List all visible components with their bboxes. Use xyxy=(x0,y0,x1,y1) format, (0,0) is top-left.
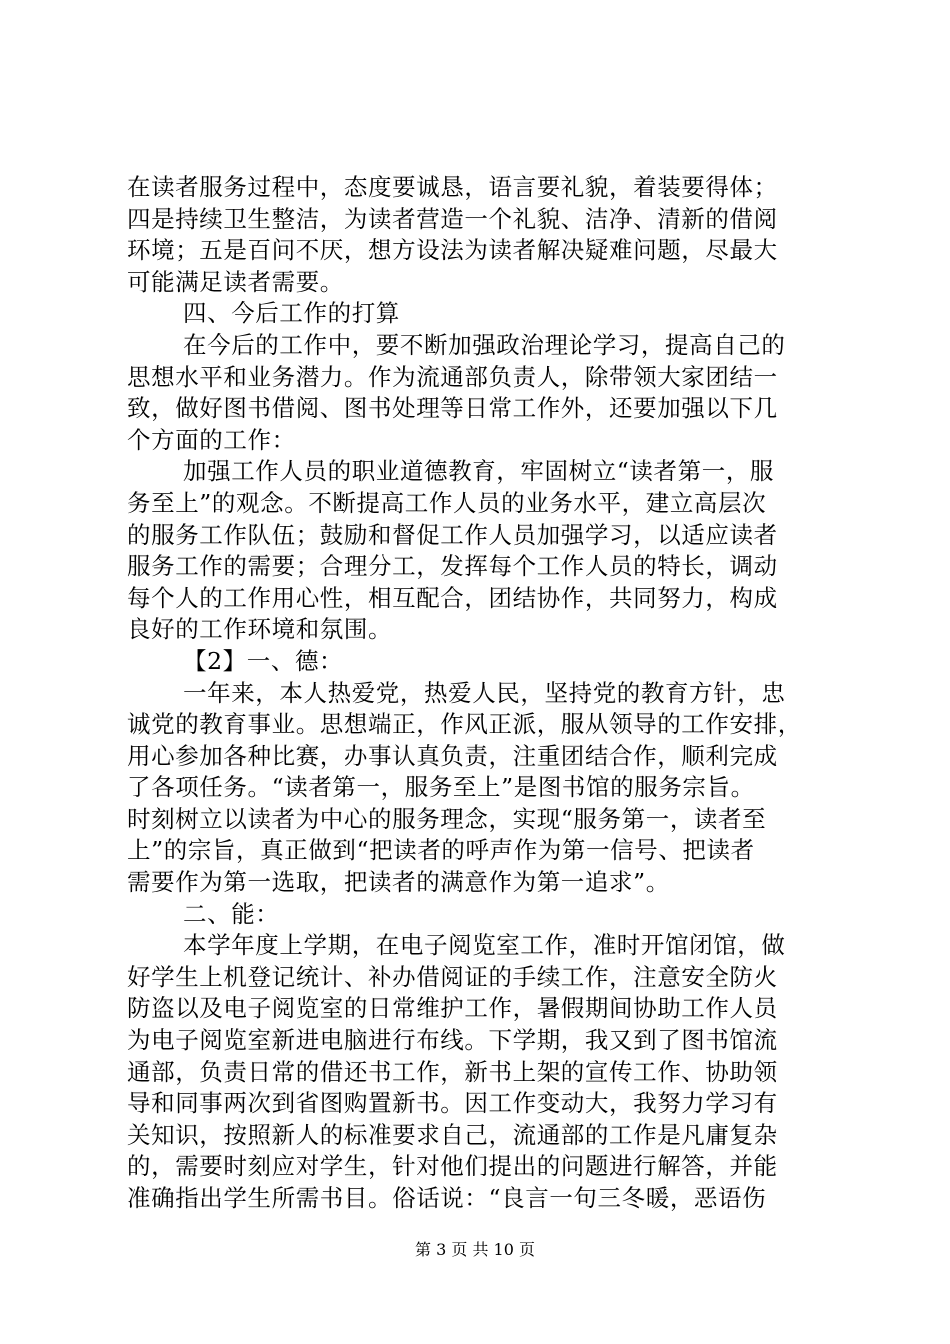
text-line: 防盗以及电子阅览室的日常维护工作，暑假期间协助工作人员 xyxy=(127,994,778,1023)
text-line: 为电子阅览室新进电脑进行布线。下学期，我又到了图书馆流 xyxy=(127,1026,778,1055)
text-line: 关知识，按照新人的标准要求自己，流通部的工作是凡庸复杂 xyxy=(127,1120,778,1149)
text-line: 准确指出学生所需书目。俗话说：“良言一句三冬暖，恶语伤 xyxy=(127,1184,767,1212)
text-line: 二、能： xyxy=(183,899,280,928)
text-line: 一年来，本人热爱党，热爱人民，坚持党的教育方针，忠 xyxy=(183,678,786,707)
text-line: 时刻树立以读者为中心的服务理念，实现“服务第一，读者至 xyxy=(127,804,767,833)
text-line: 需要作为第一选取，把读者的满意作为第一追求”。 xyxy=(127,868,670,897)
text-line: 上”的宗旨，真正做到“把读者的呼声作为第一信号、把读者 xyxy=(127,836,755,865)
text-line: 每个人的工作用心性，相互配合，团结协作，共同努力，构成 xyxy=(127,583,778,612)
text-line: 个方面的工作： xyxy=(127,425,296,454)
text-line: 本学年度上学期，在电子阅览室工作，准时开馆闭馆，做 xyxy=(183,931,786,960)
document-body xyxy=(127,172,833,1215)
text-line: 【2】一、德： xyxy=(183,646,344,675)
text-line: 良好的工作环境和氛围。 xyxy=(127,615,393,644)
text-line: 了各项任务。“读者第一，服务至上”是图书馆的服务宗旨。 xyxy=(127,773,755,802)
text-line: 用心参加各种比赛，办事认真负责，注重团结合作，顺利完成 xyxy=(127,741,778,770)
text-line: 在今后的工作中，要不断加强政治理论学习，提高自己的 xyxy=(183,330,786,359)
text-line: 四、今后工作的打算 xyxy=(183,299,400,328)
text-line: 致，做好图书借阅、图书处理等日常工作外，还要加强以下几 xyxy=(127,394,778,423)
text-line: 加强工作人员的职业道德教育，牢固树立“读者第一，服 xyxy=(183,457,775,486)
page-footer: 第 3 页 共 10 页 xyxy=(415,1240,535,1259)
text-line: 可能满足读者需要。 xyxy=(127,267,344,296)
text-line: 环境；五是百问不厌，想方设法为读者解决疑难问题，尽最大 xyxy=(127,236,778,265)
text-line: 导和同事两次到省图购置新书。因工作变动大，我努力学习有 xyxy=(127,1089,778,1118)
text-line: 务至上”的观念。不断提高工作人员的业务水平，建立高层次 xyxy=(127,488,767,517)
text-line: 四是持续卫生整洁，为读者营造一个礼貌、洁净、清新的借阅 xyxy=(127,204,778,233)
text-line: 服务工作的需要；合理分工，发挥每个工作人员的特长，调动 xyxy=(127,552,778,581)
text-line: 好学生上机登记统计、补办借阅证的手续工作，注意安全防火 xyxy=(127,962,778,991)
text-line: 通部，负责日常的借还书工作，新书上架的宣传工作、协助领 xyxy=(127,1057,778,1086)
text-line: 在读者服务过程中，态度要诚恳，语言要礼貌，着装要得体； xyxy=(127,173,778,201)
text-line: 诚党的教育事业。思想端正，作风正派，服从领导的工作安排， xyxy=(127,710,802,739)
text-line: 的服务工作队伍；鼓励和督促工作人员加强学习，以适应读者 xyxy=(127,520,778,549)
text-line: 的，需要时刻应对学生，针对他们提出的问题进行解答，并能 xyxy=(127,1152,778,1181)
text-line: 思想水平和业务潜力。作为流通部负责人，除带领大家团结一 xyxy=(127,362,778,391)
